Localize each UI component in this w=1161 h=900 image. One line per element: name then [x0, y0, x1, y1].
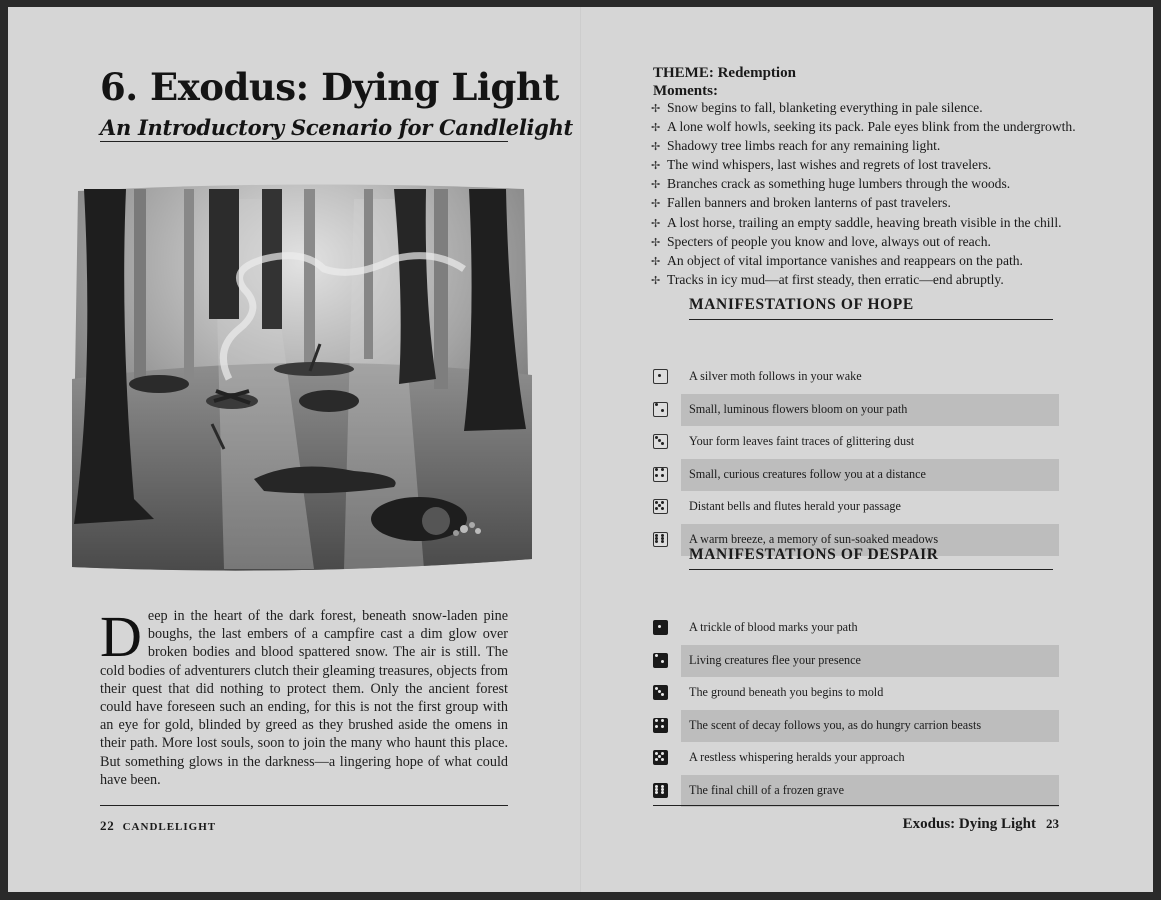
footer-rule-left: [100, 805, 508, 806]
manifestation-text: The final chill of a frozen grave: [689, 783, 844, 797]
moment-item: [651, 233, 1076, 252]
page-number-right: 23: [1046, 816, 1059, 831]
table-row: [681, 361, 1059, 393]
footer-left: [100, 818, 216, 834]
subtitle-rule: [100, 141, 508, 142]
moment-item: [651, 214, 1076, 233]
manifestation-text: A trickle of blood marks your path: [689, 620, 858, 634]
moment-text: Snow begins to fall, blanketing everything in pale silence.: [667, 100, 983, 115]
bullet-icon: ✢: [651, 255, 661, 268]
die-5-icon: [653, 499, 668, 514]
moment-text: An object of vital importance vanishes and reappears on the path.: [667, 252, 1023, 268]
moment-item: [651, 99, 1076, 118]
moments-list: [651, 99, 1076, 290]
bullet-icon: ✢: [651, 198, 661, 211]
table-row: [681, 645, 1059, 677]
table-row: [681, 459, 1059, 491]
die-6-icon: [653, 532, 668, 547]
moment-item: [651, 156, 1076, 175]
die-3-icon: [653, 685, 668, 700]
manifestation-text: Small, luminous flowers bloom on your path: [689, 401, 908, 416]
moment-text: Fallen banners and broken lanterns of past travelers.: [667, 195, 951, 211]
hope-heading-rule: [689, 319, 1053, 320]
manifestation-text: Your form leaves faint traces of glittering dust: [689, 434, 915, 449]
manifestation-text: Distant bells and flutes herald your passage: [689, 499, 901, 514]
footer-rule-right: [653, 805, 1059, 806]
despair-heading-rule: [689, 569, 1053, 570]
forest-campfire-illustration: [64, 179, 536, 579]
moment-item: [651, 175, 1076, 194]
page-number-left: 22: [100, 818, 115, 833]
moment-item: [651, 137, 1076, 156]
die-5-icon: [653, 750, 668, 765]
die-1-icon: [653, 620, 668, 635]
bullet-icon: ✢: [651, 179, 661, 192]
die-6-icon: [653, 783, 668, 798]
manifestation-text: Living creatures flee your presence: [689, 652, 861, 667]
die-2-icon: [653, 653, 668, 668]
moment-text: Specters of people you know and love, always out of reach.: [667, 233, 991, 249]
table-row: [681, 394, 1059, 426]
table-row: [681, 775, 1059, 807]
moments-label: Moments:: [653, 83, 718, 99]
bullet-icon: ✢: [651, 122, 661, 135]
running-footer-right: Exodus: Dying Light: [902, 816, 1036, 832]
table-row: [681, 742, 1059, 774]
page-subtitle: An Introductory Scenario for Candlelight: [100, 115, 573, 140]
moment-text: A lone wolf howls, seeking its pack. Pale eyes blink from the undergrowth.: [667, 119, 1076, 135]
manifestation-text: The scent of decay follows you, as do hungry carrion beasts: [689, 717, 982, 732]
bullet-icon: ✢: [651, 103, 661, 115]
moment-item: [651, 118, 1076, 137]
moment-text: A lost horse, trailing an empty saddle, heaving breath visible in the chill.: [667, 214, 1062, 230]
moment-item: [651, 194, 1076, 213]
die-4-icon: [653, 467, 668, 482]
manifestation-text: A restless whispering heralds your approach: [689, 750, 905, 765]
page-title: 6. Exodus: Dying Light: [100, 65, 559, 109]
bullet-icon: ✢: [651, 160, 661, 173]
die-3-icon: [653, 434, 668, 449]
manifestation-text: The ground beneath you begins to mold: [689, 685, 884, 700]
bullet-icon: ✢: [651, 274, 661, 287]
table-row: [681, 677, 1059, 709]
die-4-icon: [653, 718, 668, 733]
manifestation-text: Small, curious creatures follow you at a distance: [689, 466, 926, 481]
moment-text: Tracks in icy mud—at first steady, then erratic—end abruptly.: [667, 271, 1004, 287]
die-1-icon: [653, 369, 668, 384]
bullet-icon: ✢: [651, 236, 661, 249]
drop-cap: D: [100, 604, 142, 669]
hope-heading: MANIFESTATIONS OF HOPE: [689, 296, 914, 313]
footer-right: [653, 816, 1059, 833]
moment-item: [651, 252, 1076, 271]
die-2-icon: [653, 402, 668, 417]
moment-text: Shadowy tree limbs reach for any remaining light.: [667, 138, 941, 154]
manifestation-text: A warm breeze, a memory of sun-soaked meadows: [689, 532, 939, 546]
bullet-icon: ✢: [651, 217, 661, 230]
intro-text: eep in the heart of the dark forest, beneath snow-laden pine boughs, the last embers of a campfire cast a dim glow over broken bodies and blood spattered snow. The air is still. The cold bodies of adventurers clutch their gleaming treasures, objects from their quest that did nothing to protect them. Only the ancient forest could have foreseen such an ending, for this is not the first group with an eye for gold, blinded by greed as they brushed aside the omens in their path. More lost souls, soon to join the many who haunt this place. But something glows in the darkness—a lingering hope of what could have been.: [100, 608, 508, 788]
running-footer-left: CANDLELIGHT: [122, 821, 217, 833]
moment-item: [651, 271, 1076, 290]
intro-paragraph: [100, 604, 508, 789]
table-row: [681, 612, 1059, 644]
manifestation-text: A silver moth follows in your wake: [689, 369, 862, 383]
table-row: [681, 426, 1059, 458]
theme-line: THEME: Redemption: [653, 65, 796, 81]
bullet-icon: ✢: [651, 141, 661, 154]
moment-text: Branches crack as something huge lumbers through the woods.: [667, 176, 1011, 192]
table-row: [681, 710, 1059, 742]
moment-text: The wind whispers, last wishes and regrets of lost travelers.: [667, 157, 992, 173]
despair-heading: MANIFESTATIONS OF DESPAIR: [689, 546, 939, 563]
book-spread: [8, 7, 1153, 892]
table-row: [681, 491, 1059, 523]
